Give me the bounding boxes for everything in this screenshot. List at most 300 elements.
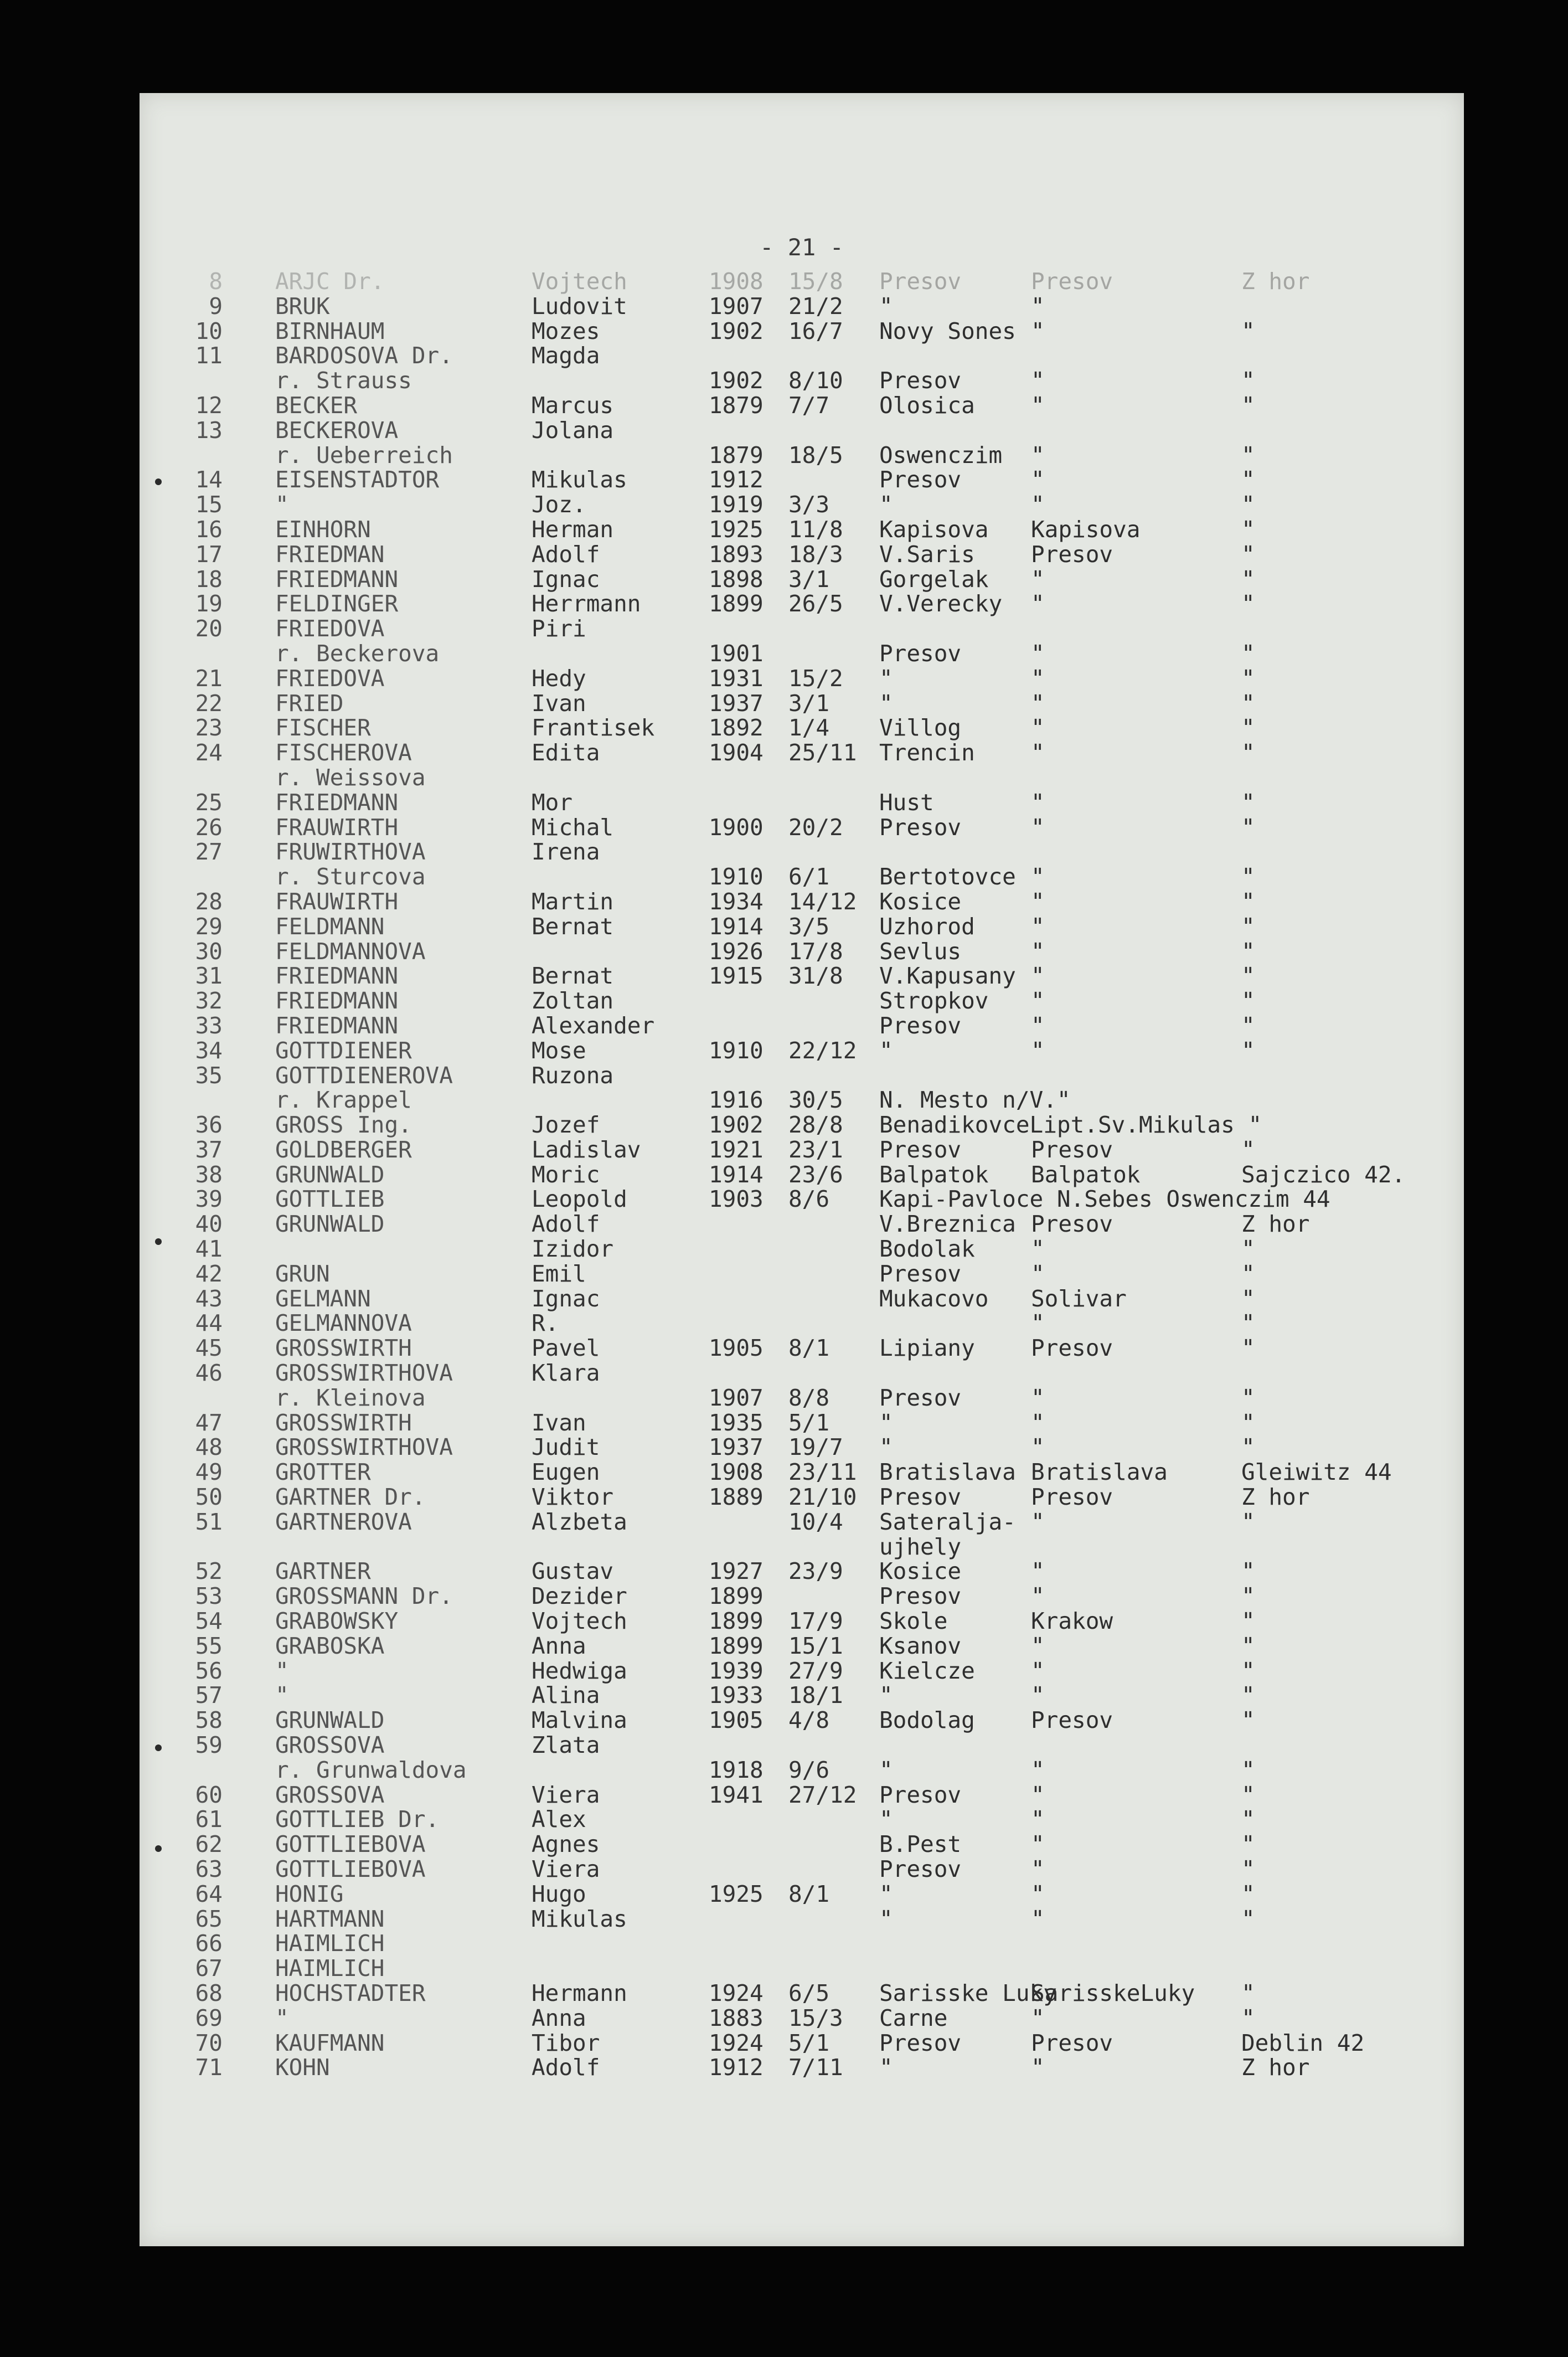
birth-year: 1902 xyxy=(709,317,764,344)
table-row xyxy=(140,1237,1464,1262)
table-row xyxy=(140,2055,1464,2080)
destination: " xyxy=(1241,1856,1255,1882)
first-name: Mozes xyxy=(532,317,600,344)
residence: Presov xyxy=(1031,1136,1113,1163)
first-name: Viera xyxy=(532,1856,600,1882)
birth-year: 1910 xyxy=(709,863,764,891)
destination: Z hor xyxy=(1241,268,1310,295)
surname: EISENSTADTOR xyxy=(275,466,440,493)
birth-date: 1/4 xyxy=(788,714,830,742)
first-name: Ignac xyxy=(532,1285,600,1312)
first-name: Viera xyxy=(532,1781,600,1808)
residence: " xyxy=(1031,2004,1045,2031)
first-name: Herrmann xyxy=(532,590,641,617)
destination: " xyxy=(1241,1756,1255,1783)
residence: " xyxy=(1031,789,1045,816)
birth-date: 10/4 xyxy=(788,1508,843,1535)
table-row xyxy=(140,1683,1464,1708)
surname: FRIED xyxy=(275,689,344,717)
birth-date: 17/8 xyxy=(788,938,843,965)
surname: FISCHEROVA xyxy=(275,739,412,766)
table-row xyxy=(140,641,1464,666)
table-row xyxy=(140,1485,1464,1510)
table-row xyxy=(140,1634,1464,1659)
surname: BIRNHAUM xyxy=(275,317,385,344)
first-name: Michal xyxy=(532,814,614,841)
table-row xyxy=(140,765,1464,790)
destination: " xyxy=(1241,1037,1255,1064)
table-row xyxy=(140,1584,1464,1609)
birth-date: 28/8 xyxy=(788,1111,843,1139)
entry-number: 56 xyxy=(195,1657,223,1684)
birthplace: V.Verecky xyxy=(879,590,1003,617)
table-row xyxy=(140,319,1464,344)
birthplace: Presov xyxy=(879,1781,962,1808)
birthplace: " xyxy=(879,1682,893,1709)
birth-date: 3/1 xyxy=(788,565,830,593)
birth-year: 1903 xyxy=(709,1186,764,1213)
entry-number: 71 xyxy=(195,2054,223,2081)
residence: Presov xyxy=(1031,541,1113,568)
birthplace: " xyxy=(879,1037,893,1064)
destination: " xyxy=(1241,789,1255,816)
residence: " xyxy=(1031,1856,1045,1882)
birth-date: 15/8 xyxy=(788,268,843,295)
residence: " xyxy=(1031,1831,1045,1858)
surname: GOTTLIEBOVA xyxy=(275,1831,426,1858)
table-row xyxy=(140,1435,1464,1460)
entry-number: 21 xyxy=(195,665,223,692)
birthplace: " xyxy=(879,1880,893,1907)
surname: r. Weissova xyxy=(275,764,426,791)
destination: " xyxy=(1241,466,1255,493)
residence: " xyxy=(1031,1880,1045,1907)
first-name: Leopold xyxy=(532,1186,627,1213)
first-name: Gustav xyxy=(532,1558,614,1585)
table-row xyxy=(140,294,1464,319)
birthplace: Ksanov xyxy=(879,1632,962,1659)
residence: " xyxy=(1031,392,1045,419)
birthplace: " xyxy=(879,1409,893,1436)
entry-number: 35 xyxy=(195,1062,223,1089)
residence: " xyxy=(1031,466,1045,493)
page-number: - 21 - xyxy=(760,234,844,261)
table-row xyxy=(140,1733,1464,1758)
residence: " xyxy=(1031,1583,1045,1610)
residence: " xyxy=(1031,367,1045,394)
entry-number: 25 xyxy=(195,789,223,816)
birthplace: " xyxy=(879,1806,893,1833)
birth-date: 15/1 xyxy=(788,1632,843,1659)
destination: " xyxy=(1241,441,1255,469)
birthplace: BenadikovceLipt.Sv.Mikulas " xyxy=(879,1111,1262,1139)
first-name: Tibor xyxy=(532,2029,600,2056)
birth-year: 1879 xyxy=(709,392,764,419)
surname: GROSSWIRTH xyxy=(275,1409,412,1436)
birthplace: Lipiany xyxy=(879,1335,975,1362)
destination: Sajczico 42. xyxy=(1241,1161,1406,1188)
entry-number: 33 xyxy=(195,1012,223,1039)
entry-number: 14 xyxy=(195,466,223,493)
entry-number: 41 xyxy=(195,1236,223,1263)
entry-number: 20 xyxy=(195,615,223,642)
residence: " xyxy=(1031,963,1045,990)
birth-year: 1941 xyxy=(709,1781,764,1808)
surname: KAUFMANN xyxy=(275,2029,385,2056)
residence: SarisskeLuky xyxy=(1031,1979,1195,2006)
birth-year: 1912 xyxy=(709,466,764,493)
surname: GRABOSKA xyxy=(275,1632,385,1659)
surname: FRIEDMANN xyxy=(275,963,399,990)
birth-year: 1893 xyxy=(709,541,764,568)
entry-number: 64 xyxy=(195,1880,223,1907)
birth-date: 8/10 xyxy=(788,367,843,394)
table-row xyxy=(140,1956,1464,1981)
entry-number: 52 xyxy=(195,1558,223,1585)
birth-date: 18/3 xyxy=(788,541,843,568)
first-name: Irena xyxy=(532,838,600,866)
surname: GOTTLIEBOVA xyxy=(275,1856,426,1882)
birth-year: 1899 xyxy=(709,1583,764,1610)
destination: " xyxy=(1241,888,1255,915)
destination: " xyxy=(1241,739,1255,766)
table-row xyxy=(140,790,1464,815)
table-row xyxy=(140,1138,1464,1162)
destination: " xyxy=(1241,1632,1255,1659)
birthplace: Kapi-Pavloce N.Sebes Oswenczim 44 xyxy=(879,1186,1330,1213)
first-name: Ivan xyxy=(532,1409,586,1436)
surname: BECKEROVA xyxy=(275,416,399,444)
residence: " xyxy=(1031,863,1045,891)
birthplace: Olosica xyxy=(879,392,975,419)
destination: " xyxy=(1241,913,1255,940)
birth-date: 3/1 xyxy=(788,689,830,717)
destination: " xyxy=(1241,665,1255,692)
birth-year: 1899 xyxy=(709,590,764,617)
residence: " xyxy=(1031,441,1045,469)
birth-date: 8/1 xyxy=(788,1335,830,1362)
birth-date: 3/3 xyxy=(788,491,830,518)
destination: " xyxy=(1241,938,1255,965)
destination: " xyxy=(1241,1831,1255,1858)
entry-number: 28 xyxy=(195,888,223,915)
birth-date: 18/5 xyxy=(788,441,843,469)
first-name: Piri xyxy=(532,615,586,642)
entry-number: 11 xyxy=(195,342,223,369)
destination: " xyxy=(1241,491,1255,518)
birthplace: Stropkov xyxy=(879,987,989,1015)
entry-number: 45 xyxy=(195,1335,223,1362)
surname: GROSSWIRTHOVA xyxy=(275,1360,453,1387)
first-name: Agnes xyxy=(532,1831,600,1858)
residence: " xyxy=(1031,491,1045,518)
destination: Gleiwitz 44 xyxy=(1241,1459,1392,1486)
table-row xyxy=(140,1262,1464,1286)
entry-number: 65 xyxy=(195,1905,223,1932)
surname: r. Beckerova xyxy=(275,640,440,667)
birthplace: Presov xyxy=(879,1260,962,1287)
entry-number: 10 xyxy=(195,317,223,344)
entry-number: 8 xyxy=(209,268,223,295)
first-name: Mikulas xyxy=(532,1905,627,1932)
residence: " xyxy=(1031,913,1045,940)
table-row xyxy=(140,1882,1464,1907)
residence: " xyxy=(1031,1905,1045,1932)
entry-number: 39 xyxy=(195,1186,223,1213)
birth-date: 4/8 xyxy=(788,1707,830,1734)
first-name: Adolf xyxy=(532,1211,600,1238)
surname: " xyxy=(275,1657,289,1684)
birth-year: 1935 xyxy=(709,1409,764,1436)
birthplace: Mukacovo xyxy=(879,1285,989,1312)
table-row xyxy=(140,914,1464,939)
table-row xyxy=(140,443,1464,468)
first-name: Herman xyxy=(532,516,614,543)
first-name: Marcus xyxy=(532,392,614,419)
first-name: Bernat xyxy=(532,963,614,990)
surname: " xyxy=(275,2004,289,2031)
birth-date: 27/12 xyxy=(788,1781,857,1808)
table-row xyxy=(140,1411,1464,1435)
destination: " xyxy=(1241,541,1255,568)
residence: " xyxy=(1031,2054,1045,2081)
birth-date: 19/7 xyxy=(788,1434,843,1461)
entry-number: 29 xyxy=(195,913,223,940)
destination: " xyxy=(1241,1707,1255,1734)
residence: Presov xyxy=(1031,1211,1113,1238)
birthplace: N. Mesto n/V." xyxy=(879,1087,1071,1114)
first-name: Magda xyxy=(532,342,600,369)
birthplace: " xyxy=(879,1756,893,1783)
surname: GELMANNOVA xyxy=(275,1310,412,1337)
surname: HARTMANN xyxy=(275,1905,385,1932)
entry-number: 18 xyxy=(195,565,223,593)
destination: " xyxy=(1241,1310,1255,1337)
table-row xyxy=(140,1807,1464,1832)
surname: r. Krappel xyxy=(275,1087,412,1114)
birth-year: 1925 xyxy=(709,1880,764,1907)
table-row xyxy=(140,1535,1464,1560)
entry-number: 43 xyxy=(195,1285,223,1312)
birthplace: Presov xyxy=(879,268,962,295)
table-row xyxy=(140,1386,1464,1411)
birthplace: " xyxy=(879,2054,893,2081)
table-row xyxy=(140,1907,1464,1932)
birthplace: Sevlus xyxy=(879,938,962,965)
birth-year: 1924 xyxy=(709,2029,764,2056)
residence: Solivar xyxy=(1031,1285,1127,1312)
surname: FRIEDMANN xyxy=(275,565,399,593)
residence: Presov xyxy=(1031,1707,1113,1734)
entry-number: 55 xyxy=(195,1632,223,1659)
residence: Presov xyxy=(1031,1335,1113,1362)
table-row xyxy=(140,1088,1464,1113)
table-row xyxy=(140,2031,1464,2056)
birth-date: 25/11 xyxy=(788,739,857,766)
birth-date: 7/7 xyxy=(788,392,830,419)
birth-date: 9/6 xyxy=(788,1756,830,1783)
surname: HOCHSTADTER xyxy=(275,1979,426,2006)
table-row xyxy=(140,740,1464,765)
birthplace: Bratislava xyxy=(879,1459,1016,1486)
birth-year: 1927 xyxy=(709,1558,764,1585)
destination: " xyxy=(1241,863,1255,891)
surname: GRUNWALD xyxy=(275,1707,385,1734)
entry-number: 53 xyxy=(195,1583,223,1610)
table-row xyxy=(140,889,1464,914)
birth-year: 1925 xyxy=(709,516,764,543)
surname: GROSSOVA xyxy=(275,1781,385,1808)
entry-number: 37 xyxy=(195,1136,223,1163)
birth-year: 1902 xyxy=(709,1111,764,1139)
birth-year: 1899 xyxy=(709,1632,764,1659)
first-name: Vojtech xyxy=(532,268,627,295)
first-name: Alzbeta xyxy=(532,1508,627,1535)
surname: " xyxy=(275,491,289,518)
entry-number: 61 xyxy=(195,1806,223,1833)
birth-year: 1901 xyxy=(709,640,764,667)
first-name: Frantisek xyxy=(532,714,655,742)
table-row xyxy=(140,1038,1464,1063)
destination: " xyxy=(1241,1583,1255,1610)
entry-number: 32 xyxy=(195,987,223,1015)
first-name: Ruzona xyxy=(532,1062,614,1089)
table-row xyxy=(140,368,1464,393)
birth-year: 1910 xyxy=(709,1037,764,1064)
birth-date: 17/9 xyxy=(788,1608,843,1635)
destination: " xyxy=(1241,2004,1255,2031)
birthplace: B.Pest xyxy=(879,1831,962,1858)
birth-year: 1939 xyxy=(709,1657,764,1684)
destination: " xyxy=(1241,1285,1255,1312)
destination: " xyxy=(1241,1136,1255,1163)
destination: " xyxy=(1241,317,1255,344)
surname: HAIMLICH xyxy=(275,1930,385,1957)
birth-year: 1921 xyxy=(709,1136,764,1163)
birth-date: 5/1 xyxy=(788,2029,830,2056)
first-name: Zoltan xyxy=(532,987,614,1015)
first-name: Ivan xyxy=(532,689,586,717)
birth-date: 21/10 xyxy=(788,1484,857,1511)
birthplace: Novy Sones xyxy=(879,317,1016,344)
entry-number: 13 xyxy=(195,416,223,444)
first-name: Anna xyxy=(532,1632,586,1659)
table-row xyxy=(140,343,1464,368)
entry-number: 40 xyxy=(195,1211,223,1238)
birth-date: 31/8 xyxy=(788,963,843,990)
entry-number: 30 xyxy=(195,938,223,965)
first-name: Jozef xyxy=(532,1111,600,1139)
residence: " xyxy=(1031,1756,1045,1783)
surname: BRUK xyxy=(275,292,330,320)
birthplace: Bertotovce xyxy=(879,863,1016,891)
birth-date: 5/1 xyxy=(788,1409,830,1436)
table-row xyxy=(140,1286,1464,1311)
residence: " xyxy=(1031,1632,1045,1659)
table-row xyxy=(140,1162,1464,1187)
entry-number: 44 xyxy=(195,1310,223,1337)
first-name: Edita xyxy=(532,739,600,766)
table-row xyxy=(140,1063,1464,1088)
table-row xyxy=(140,1832,1464,1857)
surname: ARJC Dr. xyxy=(275,268,385,295)
entry-number: 24 xyxy=(195,739,223,766)
entry-number: 26 xyxy=(195,814,223,841)
destination: " xyxy=(1241,1335,1255,1362)
first-name: Adolf xyxy=(532,541,600,568)
destination: " xyxy=(1241,1781,1255,1808)
birthplace: " xyxy=(879,665,893,692)
first-name: Dezider xyxy=(532,1583,627,1610)
destination: " xyxy=(1241,689,1255,717)
birth-year: 1905 xyxy=(709,1335,764,1362)
destination: " xyxy=(1241,1608,1255,1635)
destination: Z hor xyxy=(1241,1211,1310,1238)
birthplace: " xyxy=(879,292,893,320)
entry-number: 46 xyxy=(195,1360,223,1387)
birth-year: 1924 xyxy=(709,1979,764,2006)
surname: GOTTLIEB xyxy=(275,1186,385,1213)
birth-year: 1912 xyxy=(709,2054,764,2081)
table-row xyxy=(140,1113,1464,1138)
birth-date: 20/2 xyxy=(788,814,843,841)
surname: GRUNWALD xyxy=(275,1161,385,1188)
residence: " xyxy=(1031,1012,1045,1039)
birth-year: 1907 xyxy=(709,292,764,320)
destination: " xyxy=(1241,1657,1255,1684)
residence: " xyxy=(1031,640,1045,667)
entry-number: 19 xyxy=(195,590,223,617)
surname: r. Kleinova xyxy=(275,1384,426,1411)
birthplace: ujhely xyxy=(879,1533,962,1560)
surname: GRUNWALD xyxy=(275,1211,385,1238)
first-name: Mor xyxy=(532,789,573,816)
surname: GOTTDIENEROVA xyxy=(275,1062,453,1089)
birthplace: Presov xyxy=(879,1012,962,1039)
destination: " xyxy=(1241,1384,1255,1411)
table-row xyxy=(140,1981,1464,2006)
birth-date: 6/1 xyxy=(788,863,830,891)
birthplace: Kosice xyxy=(879,1558,962,1585)
destination: " xyxy=(1241,1434,1255,1461)
table-row xyxy=(140,2006,1464,2031)
entry-number: 16 xyxy=(195,516,223,543)
birthplace: Gorgelak xyxy=(879,565,989,593)
residence: " xyxy=(1031,1409,1045,1436)
first-name: Jolana xyxy=(532,416,614,444)
birthplace: Hust xyxy=(879,789,934,816)
entry-number: 9 xyxy=(209,292,223,320)
residence: " xyxy=(1031,888,1045,915)
surname: FELDINGER xyxy=(275,590,399,617)
first-name: Vojtech xyxy=(532,1608,627,1635)
entry-number: 15 xyxy=(195,491,223,518)
entry-number: 59 xyxy=(195,1732,223,1759)
birth-date: 14/12 xyxy=(788,888,857,915)
surname: FRIEDOVA xyxy=(275,665,385,692)
residence: " xyxy=(1031,565,1045,593)
first-name: Alina xyxy=(532,1682,600,1709)
birthplace: Villog xyxy=(879,714,962,742)
residence: Presov xyxy=(1031,268,1113,295)
entry-number: 69 xyxy=(195,2004,223,2031)
entry-number: 38 xyxy=(195,1161,223,1188)
birthplace: Presov xyxy=(879,2029,962,2056)
residence: " xyxy=(1031,739,1045,766)
entry-number: 60 xyxy=(195,1781,223,1808)
first-name: Izidor xyxy=(532,1236,614,1263)
surname: r. Sturcova xyxy=(275,863,426,891)
